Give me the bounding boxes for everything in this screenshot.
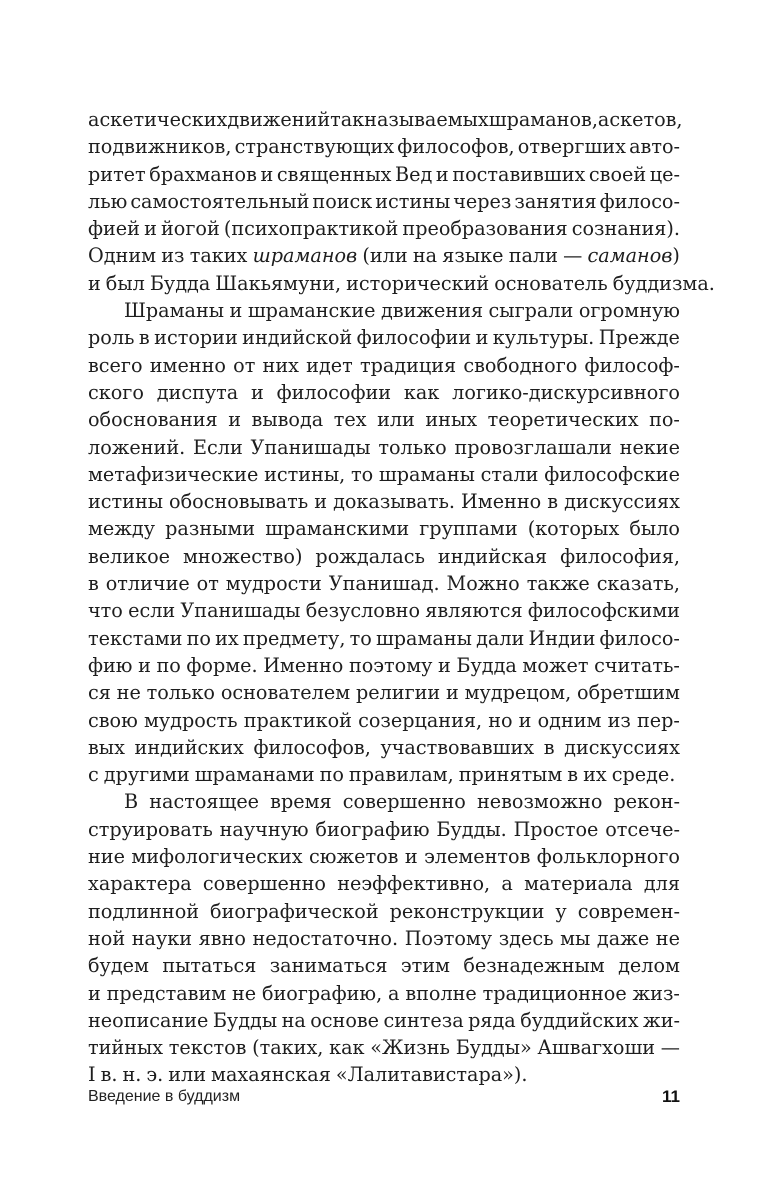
word: только: [146, 681, 215, 705]
word: только: [378, 435, 447, 459]
word: явно: [198, 926, 246, 950]
word: и: [435, 162, 449, 186]
word: как: [329, 1036, 365, 1060]
text-line: [88, 406, 680, 433]
word: Будды»: [455, 1036, 532, 1060]
word: считать-: [594, 653, 680, 677]
word: форме.: [186, 653, 258, 677]
word: языке: [442, 244, 504, 268]
word: одним: [537, 708, 602, 732]
word: современ-: [577, 899, 680, 923]
word: может: [522, 653, 589, 677]
word: шраманов,: [488, 108, 598, 131]
word: огромную: [578, 299, 680, 323]
word: на: [281, 1008, 306, 1032]
word: свободного: [463, 353, 578, 377]
text-line: [88, 870, 680, 897]
word: Индии: [528, 626, 596, 650]
word: ной: [88, 926, 126, 950]
word: тийных: [88, 1036, 164, 1060]
word: индийской: [242, 326, 353, 350]
word: них: [262, 353, 299, 377]
word: истории: [154, 326, 238, 350]
word: дискуссиях: [564, 735, 680, 759]
word: религии: [355, 681, 441, 705]
word: обретшим: [577, 681, 680, 705]
word: Прежде: [598, 326, 680, 350]
word: шраманскими: [265, 517, 410, 541]
word: пали: [508, 244, 558, 268]
word: отвергших: [517, 135, 626, 159]
word: философов,: [397, 135, 515, 159]
word: делом: [618, 954, 680, 978]
word: Упанишады: [250, 435, 371, 459]
word: среде.: [611, 763, 676, 787]
word: а: [388, 981, 400, 1005]
word: не: [116, 681, 141, 705]
word: доказывать.: [333, 490, 455, 514]
word: занятия: [514, 189, 597, 213]
word: теоретических: [487, 408, 639, 432]
word: философия,: [560, 544, 680, 568]
word: философ-: [584, 353, 680, 377]
word: являются: [425, 599, 523, 623]
word: через: [453, 189, 512, 213]
text-line: [88, 761, 680, 788]
word: или: [377, 408, 415, 432]
text-line: [88, 215, 680, 242]
word: биографической: [210, 899, 379, 923]
word: фию: [88, 653, 133, 677]
word: мудрость: [143, 708, 238, 732]
word: материала: [524, 872, 633, 896]
word: по-: [649, 408, 680, 432]
text-line: [88, 679, 680, 706]
text-line: [88, 543, 680, 570]
word: обоснования: [88, 408, 218, 432]
word: ритет: [88, 162, 146, 186]
word: авто-: [629, 135, 680, 159]
word: движений: [227, 108, 331, 131]
word: Будды.: [436, 817, 507, 841]
word: отсече-: [605, 817, 680, 841]
text-line: [88, 1034, 680, 1061]
word: жиз-: [632, 981, 680, 1005]
word: ряда: [468, 1008, 516, 1032]
word: сказать,: [596, 572, 680, 596]
word: струировать: [88, 817, 213, 841]
text-line: [88, 843, 680, 870]
word: диспута: [156, 380, 239, 404]
word: рождалась: [315, 544, 425, 568]
paragraph: [88, 788, 680, 1088]
word: истины: [88, 490, 163, 514]
text-line: [88, 734, 680, 761]
word: невозможно: [476, 790, 603, 814]
word: по: [186, 626, 211, 650]
word: шраманы: [375, 626, 472, 650]
word: ся: [88, 681, 111, 705]
word: будем: [88, 954, 149, 978]
word: основе: [310, 1008, 380, 1032]
word: вывода: [251, 408, 324, 432]
word: Будды: [212, 1008, 278, 1032]
text-line: [88, 270, 715, 297]
word: Вед: [395, 162, 433, 186]
word: мудрости: [225, 572, 322, 596]
text-line: [88, 652, 680, 679]
word: из: [607, 708, 631, 732]
word: лью: [88, 189, 128, 213]
word: э.: [146, 1063, 164, 1087]
word: шраманами: [194, 763, 315, 787]
word: це-: [649, 162, 680, 186]
word: аскетов,: [597, 108, 683, 131]
word: исторический: [346, 271, 490, 295]
word: то: [349, 626, 372, 650]
word: шраманов: [252, 244, 358, 268]
word: от: [233, 353, 256, 377]
word: «Лалитавистара»).: [335, 1063, 528, 1087]
word: Будда: [149, 271, 211, 295]
word: всего: [88, 353, 143, 377]
word: недостаточно.: [252, 926, 399, 950]
word: логико-дискурсивного: [452, 380, 680, 404]
word: настоящее: [149, 790, 260, 814]
text-line: [88, 898, 680, 925]
word: некие: [619, 435, 680, 459]
word: Можно: [446, 572, 520, 596]
word: преобразования: [402, 217, 568, 241]
text-line: [88, 488, 680, 515]
word: провозглашали: [454, 435, 612, 459]
word: от: [196, 572, 219, 596]
word: в: [138, 326, 150, 350]
word: и: [251, 380, 264, 404]
word: что: [88, 599, 123, 623]
text-line: [88, 106, 683, 133]
text-line: [88, 816, 680, 843]
word: традиционное: [482, 981, 627, 1005]
word: неэффективно,: [337, 872, 491, 896]
word: отличие: [105, 572, 190, 596]
word: филосо-: [599, 189, 680, 213]
word: ложений.: [88, 435, 186, 459]
word: именно: [149, 353, 226, 377]
word: правилам,: [348, 763, 454, 787]
word: роль: [88, 326, 135, 350]
word: метафизические: [88, 462, 259, 486]
word: Если: [193, 435, 243, 459]
word: пытаться: [162, 954, 257, 978]
word: в: [547, 490, 559, 514]
word: шраманские: [247, 299, 376, 323]
text-line: [88, 133, 680, 160]
word: буддийских: [520, 1008, 639, 1032]
word: филосо-: [599, 626, 680, 650]
word: вых: [88, 735, 125, 759]
word: поэтому: [348, 653, 433, 677]
word: другими: [103, 763, 190, 787]
word: и: [260, 162, 274, 186]
word: великое: [88, 544, 171, 568]
text-line: [88, 161, 680, 188]
paragraph: [88, 297, 680, 788]
word: мудрецом,: [464, 681, 572, 705]
word: их: [583, 763, 607, 787]
word: у: [555, 899, 567, 923]
word: свою: [88, 708, 138, 732]
word: в.: [100, 1063, 118, 1087]
text-line: [88, 434, 680, 461]
word: текстами: [88, 626, 183, 650]
text-line: [88, 379, 680, 406]
word: по: [156, 653, 181, 677]
word: синтеза: [383, 1008, 464, 1032]
word: группами: [419, 517, 518, 541]
word: их: [215, 626, 239, 650]
word: философии: [276, 380, 392, 404]
word: —: [660, 1036, 680, 1060]
text-line: [88, 788, 680, 815]
word: принятым: [458, 763, 563, 787]
word: но: [488, 708, 513, 732]
word: в: [88, 572, 99, 596]
word: называемых: [364, 108, 489, 131]
word: тех: [333, 408, 367, 432]
running-head: Введение в буддизм: [88, 1088, 241, 1105]
word: стали: [480, 462, 539, 486]
word: и: [437, 653, 451, 677]
word: представим: [106, 981, 227, 1005]
word: фольклорного: [536, 845, 680, 869]
word: саманов): [587, 244, 680, 268]
text-line: [88, 570, 680, 597]
word: таких: [189, 244, 248, 268]
word: фией: [88, 217, 140, 241]
word: множество): [182, 544, 303, 568]
text-line: [88, 461, 680, 488]
word: созерцания,: [358, 708, 483, 732]
word: из: [161, 244, 185, 268]
word: а: [501, 872, 513, 896]
word: и: [229, 299, 243, 323]
word: и: [228, 408, 241, 432]
word: предмету,: [242, 626, 346, 650]
word: на: [412, 244, 438, 268]
word: участвовавших: [380, 735, 535, 759]
word: философскими: [527, 599, 680, 623]
word: и: [518, 708, 532, 732]
word: мы: [560, 926, 591, 950]
word: (психопрактикой: [223, 217, 399, 241]
word: этим: [400, 954, 450, 978]
word: мифологических: [131, 845, 303, 869]
word: своей: [588, 162, 647, 186]
word: время: [270, 790, 332, 814]
word: было: [629, 517, 680, 541]
word: и: [88, 981, 101, 1005]
word: если: [128, 599, 176, 623]
word: индийских: [134, 735, 244, 759]
word: безнадежным: [463, 954, 605, 978]
text-line: [88, 352, 680, 379]
word: даже: [596, 926, 650, 950]
word: вполне: [405, 981, 477, 1005]
word: шраманы: [378, 462, 475, 486]
body-text: [88, 106, 715, 1089]
text-line: [88, 324, 680, 351]
word: Упанишад.: [328, 572, 440, 596]
page-footer: [88, 1086, 680, 1108]
text-line: [88, 1061, 680, 1088]
word: основателем: [220, 681, 351, 705]
word: самостоятельный: [130, 189, 310, 213]
word: и: [88, 271, 101, 295]
word: йогой: [161, 217, 220, 241]
word: сыграли: [488, 299, 574, 323]
word: в: [567, 763, 579, 787]
word: поставивших: [452, 162, 586, 186]
word: или: [168, 1063, 207, 1087]
word: элементов: [424, 845, 531, 869]
word: и: [138, 653, 151, 677]
word: для: [643, 872, 680, 896]
word: идет: [306, 353, 353, 377]
word: «Жизнь: [370, 1036, 450, 1060]
text-line: [88, 625, 680, 652]
word: махаянская: [211, 1063, 331, 1087]
word: Ашвагхоши: [537, 1036, 656, 1060]
word: подлинной: [88, 899, 200, 923]
word: заниматься: [269, 954, 388, 978]
word: пер-: [636, 708, 680, 732]
word: и: [446, 681, 459, 705]
word: рекон-: [613, 790, 680, 814]
word: философии: [356, 326, 472, 350]
word: философов,: [253, 735, 371, 759]
word: буддизма.: [612, 271, 715, 295]
word: по: [319, 763, 344, 787]
word: и: [475, 326, 489, 350]
word: ского: [88, 380, 144, 404]
word: —: [563, 244, 583, 268]
word: Шраманы: [124, 299, 225, 323]
word: не: [655, 926, 680, 950]
word: (таких,: [252, 1036, 324, 1060]
word: философские: [544, 462, 680, 486]
word: культуры.: [492, 326, 595, 350]
text-line: [88, 597, 680, 624]
word: как: [403, 380, 440, 404]
word: священных: [276, 162, 392, 186]
word: истины,: [264, 462, 346, 486]
word: подвижников,: [88, 135, 232, 159]
word: странствующих: [234, 135, 395, 159]
word: дали: [476, 626, 525, 650]
word: Поэтому: [404, 926, 493, 950]
word: практикой: [243, 708, 352, 732]
word: Упанишады: [180, 599, 301, 623]
text-line: [88, 707, 680, 734]
word: ние: [88, 845, 125, 869]
word: неописание: [88, 1008, 209, 1032]
word: был: [105, 271, 145, 295]
word: также: [526, 572, 590, 596]
word: Именно: [263, 653, 344, 677]
word: В: [124, 790, 139, 814]
text-line: [88, 925, 680, 952]
word: с: [88, 763, 99, 787]
text-line: [88, 188, 680, 215]
word: и: [404, 845, 418, 869]
word: биографию: [315, 817, 430, 841]
text-line: [88, 297, 680, 324]
word: иных: [425, 408, 478, 432]
word: сознания).: [571, 217, 680, 241]
text-line: [88, 980, 680, 1007]
text-line: [88, 952, 680, 979]
word: Именно: [461, 490, 542, 514]
word: Простое: [513, 817, 599, 841]
word: поиск: [312, 189, 373, 213]
word: аскетических: [88, 108, 228, 131]
word: реконструкции: [389, 899, 545, 923]
word: и: [144, 217, 157, 241]
word: жи-: [643, 1008, 680, 1032]
text-line: [88, 1007, 680, 1034]
paragraph: [88, 106, 715, 297]
page-number: 11: [662, 1087, 680, 1106]
word: н.: [122, 1063, 142, 1087]
text-line: [88, 242, 680, 269]
word: разными: [165, 517, 256, 541]
word: биографию,: [261, 981, 383, 1005]
word: научную: [219, 817, 309, 841]
word: текстов: [168, 1036, 247, 1060]
word: и: [314, 490, 328, 514]
word: обосновывать: [169, 490, 309, 514]
word: I: [88, 1063, 96, 1087]
word: совершенно: [202, 872, 326, 896]
word: не: [231, 981, 257, 1005]
word: сюжетов: [309, 845, 399, 869]
word: (которых: [527, 517, 620, 541]
word: (или: [362, 244, 408, 268]
word: совершенно: [342, 790, 466, 814]
word: брахманов: [149, 162, 257, 186]
word: истины: [375, 189, 451, 213]
word: традиция: [359, 353, 457, 377]
word: Одним: [88, 244, 157, 268]
word: в: [543, 735, 555, 759]
word: движения: [380, 299, 484, 323]
word: Будда: [456, 653, 517, 677]
word: безусловно: [305, 599, 420, 623]
word: науки: [131, 926, 193, 950]
word: основатель: [494, 271, 608, 295]
text-line: [88, 515, 680, 542]
word: здесь: [498, 926, 554, 950]
word: индийская: [437, 544, 548, 568]
word: Шакьямуни,: [215, 271, 342, 295]
word: то: [350, 462, 374, 486]
word: между: [88, 517, 156, 541]
word: дискуссиях: [564, 490, 680, 514]
word: характера: [88, 872, 192, 896]
word: так: [330, 108, 365, 131]
